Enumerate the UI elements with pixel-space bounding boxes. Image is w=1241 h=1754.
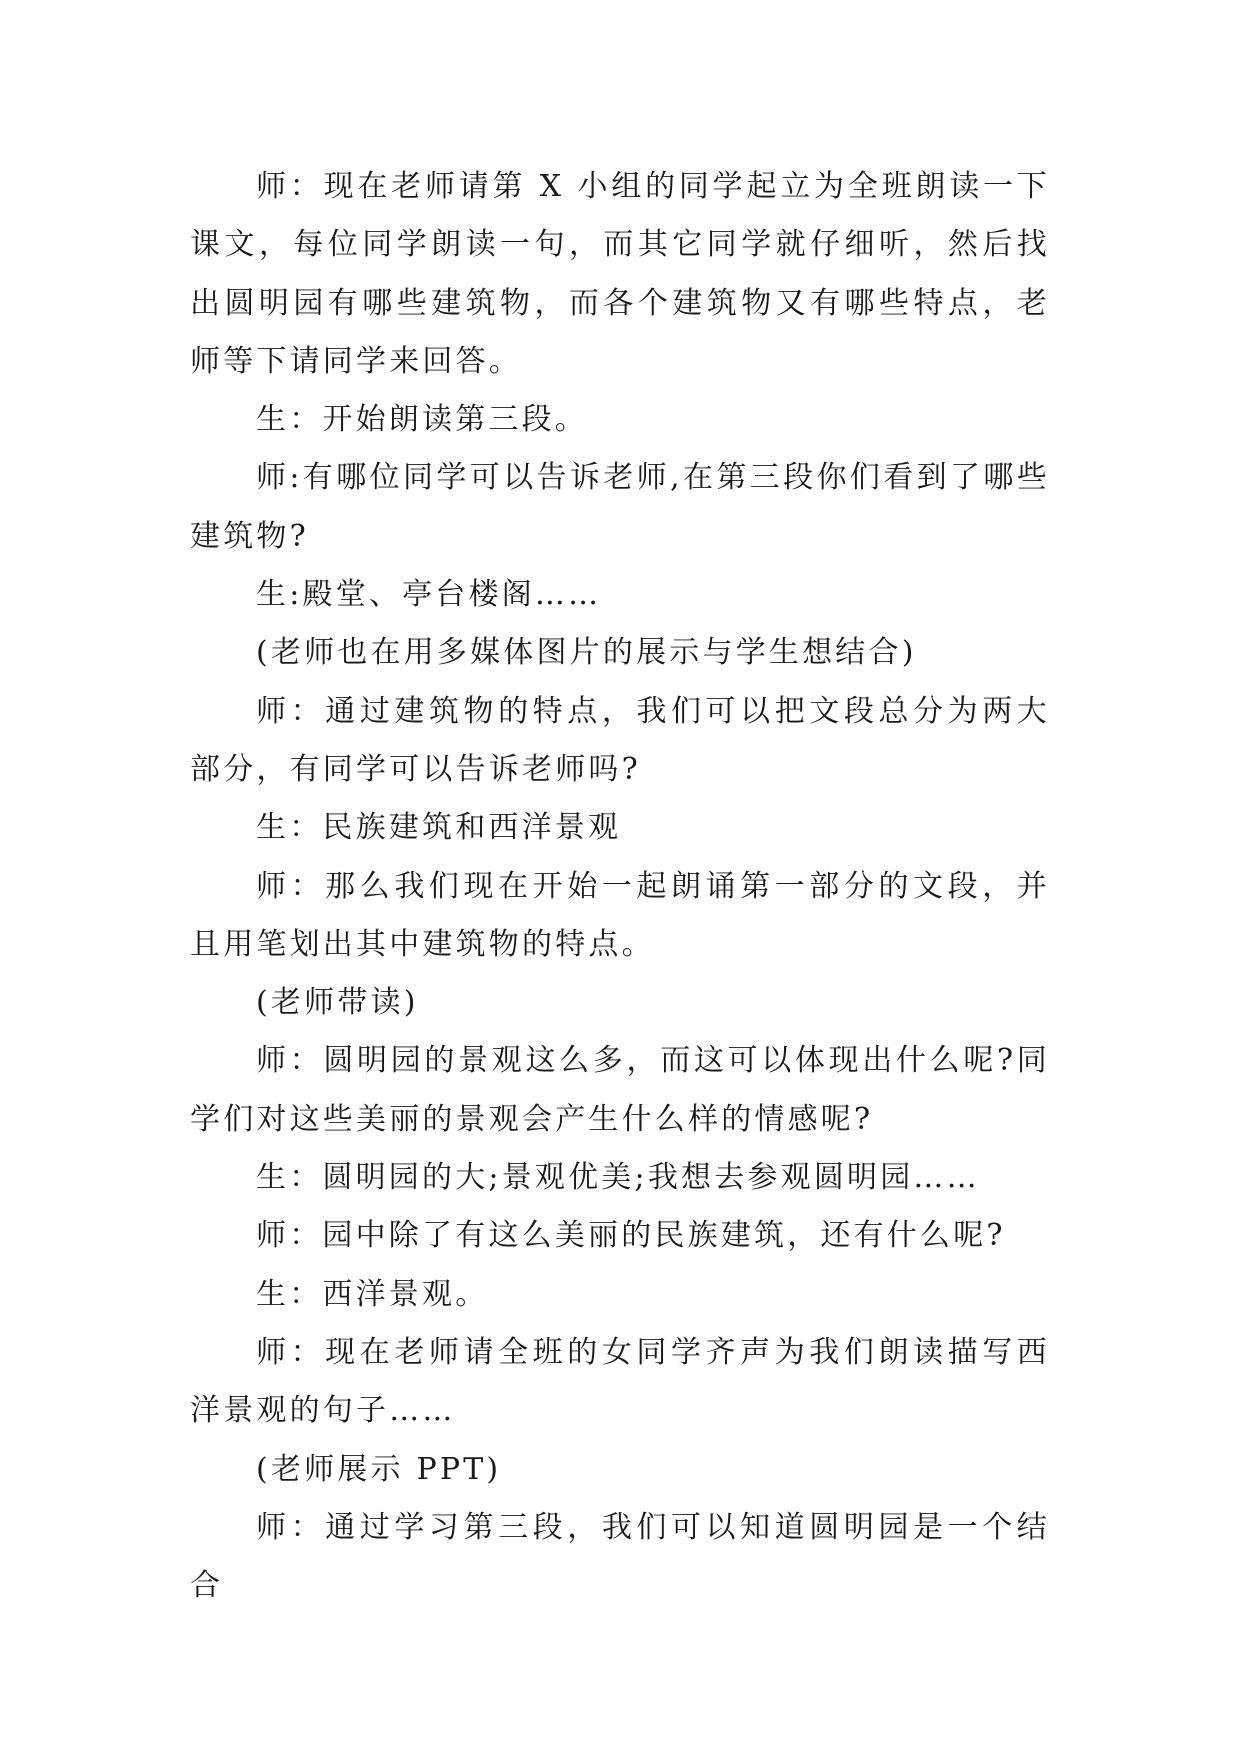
paragraph: 师：园中除了有这么美丽的民族建筑，还有什么呢? (256, 1218, 1006, 1254)
paragraph: 师:有哪位同学可以告诉老师,在第三段你们看到了哪些建筑物? (190, 460, 1050, 554)
paragraph: 生：开始朗读第三段。 (256, 402, 588, 438)
paragraph: 师：那么我们现在开始一起朗诵第一部分的文段，并且用笔划出其中建筑物的特点。 (190, 868, 1050, 962)
paragraph: 师：通过建筑物的特点，我们可以把文段总分为两大部分，有同学可以告诉老师吗? (190, 693, 1050, 787)
document-body (190, 158, 1050, 1615)
paragraph: 师：现在老师请第 X 小组的同学起立为全班朗读一下课文，每位同学朗读一句，而其它同学就仔细听，然后找出圆明园有哪些建筑物，而各个建筑物又有哪些特点，老师等下请同学来回答。 (190, 169, 1050, 379)
paragraph: (老师也在用多媒体图片的展示与学生想结合) (256, 635, 917, 671)
paragraph: (老师带读) (256, 985, 419, 1021)
paragraph: 师：通过学习第三段，我们可以知道圆明园是一个结合 (190, 1509, 1050, 1604)
paragraph: 师：圆明园的景观这么多，而这可以体现出什么呢?同学们对这些美丽的景观会产生什么样的情感呢? (190, 1043, 1050, 1137)
paragraph: 生：西洋景观。 (256, 1276, 489, 1312)
paragraph: 生:殿堂、亭台楼阁…… (256, 577, 602, 613)
paragraph: 生：民族建筑和西洋景观 (256, 810, 622, 846)
paragraph: 师：现在老师请全班的女同学齐声为我们朗读描写西洋景观的句子…… (190, 1334, 1050, 1429)
paragraph: (老师展示 PPT) (256, 1451, 502, 1487)
paragraph: 生：圆明园的大;景观优美;我想去参观圆明园…… (256, 1160, 980, 1196)
